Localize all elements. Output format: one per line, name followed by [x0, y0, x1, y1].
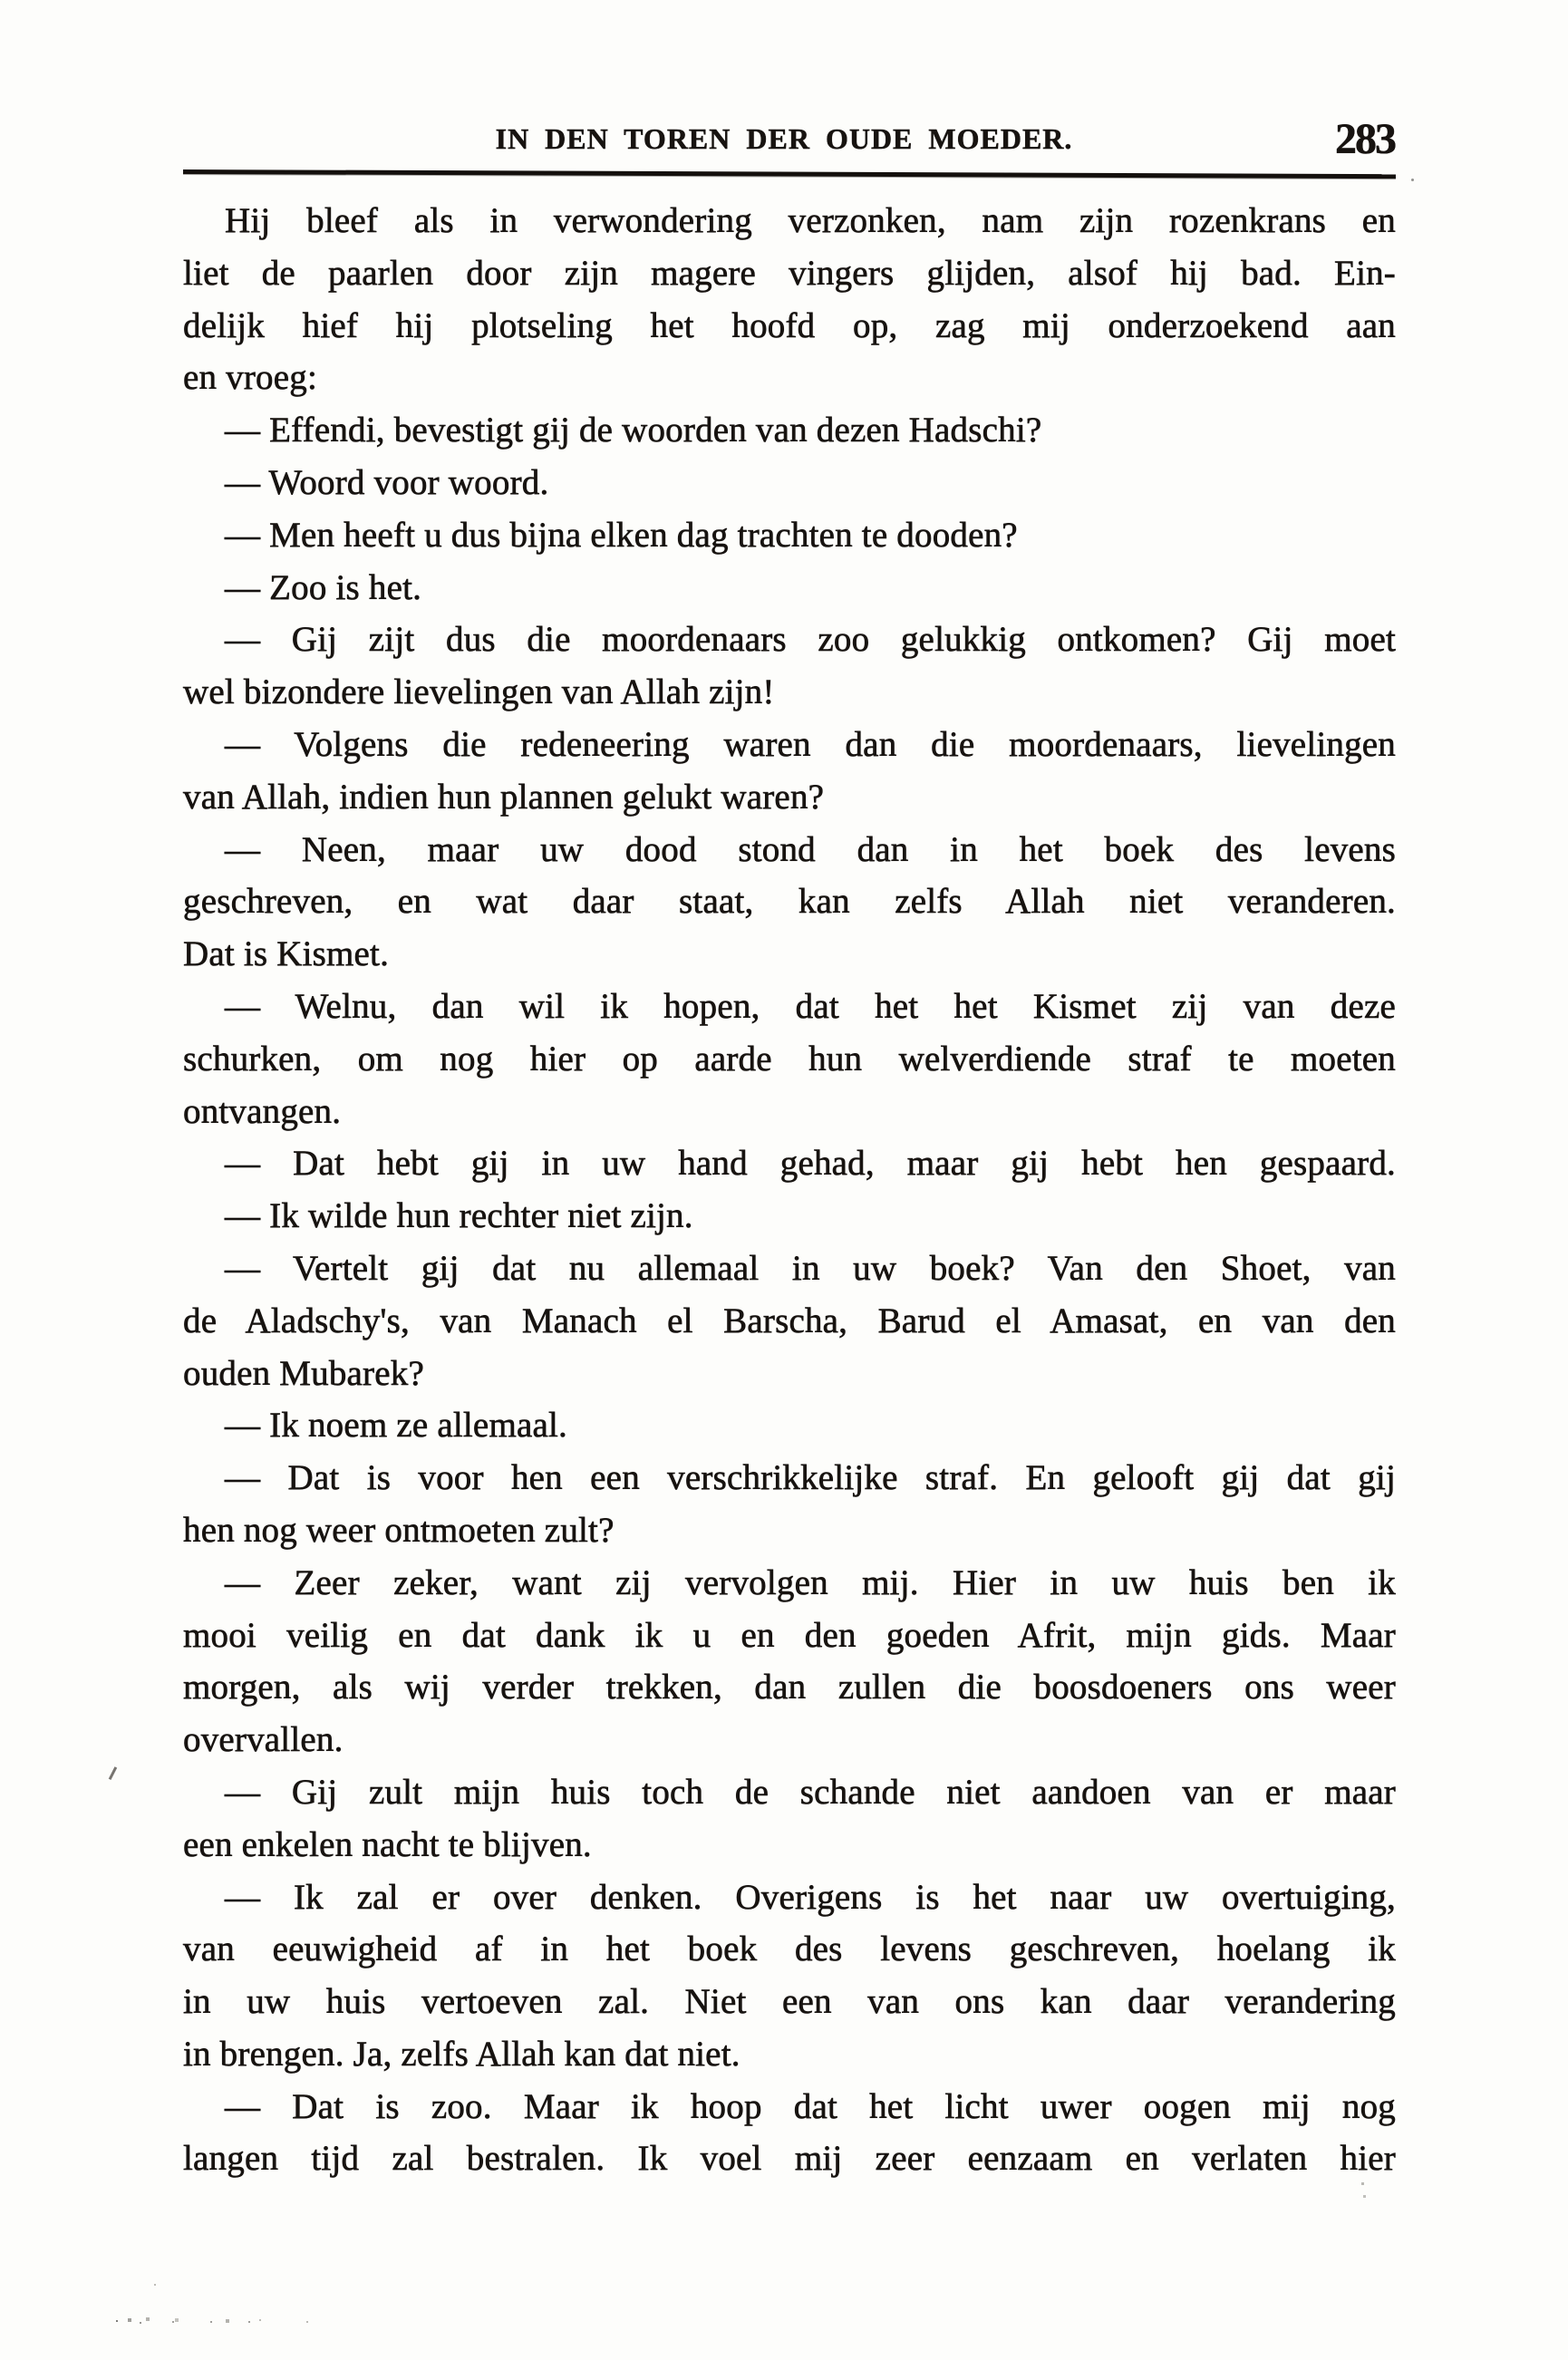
paragraph	[183, 195, 1396, 404]
text-line: — Ik zal er over denken. Overigens is het naar uw overtuiging,	[225, 1877, 1396, 1917]
text-line: — Dat is voor hen een verschrikkelijke straf. En gelooft gij dat gij	[225, 1458, 1396, 1498]
text-line: de Aladschy's, van Manach el Barscha, Barud el Amasat, en van den	[183, 1301, 1396, 1340]
text-line: mooi veilig en dat dank ik u en den goeden Afrit, mijn gids. Maar	[183, 1615, 1396, 1655]
text-line: — Woord voor woord.	[225, 462, 549, 502]
text-line: Hij bleef als in verwondering verzonken, nam zijn rozenkrans en	[225, 201, 1396, 240]
text-line: — Men heeft u dus bijna elken dag trachten te dooden?	[225, 515, 1018, 555]
text-line: — Vertelt gij dat nu allemaal in uw boek? Van den Shoet, van	[225, 1248, 1396, 1288]
scan-artifact	[109, 1766, 117, 1780]
text-line: in uw huis vertoeven zal. Niet een van ons kan daar verandering	[183, 1982, 1396, 2022]
text-line: — Effendi, bevestigt gij de woorden van dezen Hadschi?	[225, 411, 1042, 450]
paragraph	[183, 1190, 1396, 1243]
paragraph	[183, 719, 1396, 824]
text-line: ontvangen.	[183, 1091, 342, 1131]
text-line: morgen, als wij verder trekken, dan zullen die boosdoeners ons weer	[183, 1668, 1396, 1707]
scan-artifact	[116, 2320, 118, 2322]
text-line: wel bizondere lievelingen van Allah zijn!	[183, 672, 775, 712]
running-header-title: IN DEN TOREN DER OUDE MOEDER.	[495, 122, 1073, 155]
text-line: in brengen. Ja, zelfs Allah kan dat niet.	[183, 2034, 740, 2074]
paragraph	[183, 824, 1396, 981]
text-line: geschreven, en wat daar staat, kan zelfs Allah niet veranderen.	[183, 882, 1396, 922]
text-line: — Zoo is het.	[225, 567, 422, 607]
text-line: — Zeer zeker, want zij vervolgen mij. Hier in uw huis ben ik	[225, 1562, 1396, 1602]
paragraph	[183, 457, 1396, 509]
text-line: delijk hief hij plotseling het hoofd op, zag mij onderzoekend aan	[183, 305, 1396, 345]
text-line: — Welnu, dan wil ik hopen, dat het het Kismet zij van deze	[225, 986, 1396, 1026]
text-line: hen nog weer ontmoeten zult?	[183, 1510, 615, 1550]
header-rule	[183, 169, 1396, 179]
text-line: — Gij zijt dus die moordenaars zoo gelukkig ontkomen? Gij moet	[225, 620, 1396, 660]
text-line: van eeuwigheid af in het boek des levens geschreven, hoelang ik	[183, 1930, 1396, 1969]
paragraph	[183, 404, 1396, 457]
text-line: — Ik noem ze allemaal.	[225, 1406, 567, 1446]
paragraph	[183, 1243, 1396, 1399]
text-line: — Ik wilde hun rechter niet zijn.	[225, 1196, 693, 1236]
paragraph	[183, 1399, 1396, 1452]
paragraph	[183, 1452, 1396, 1557]
text-line: liet de paarlen door zijn magere vingers glijden, alsof hij bad. Ein-	[183, 253, 1396, 293]
text-line: — Volgens die redeneering waren dan die moordenaars, lievelingen	[225, 724, 1396, 764]
page-number: 283	[1335, 115, 1395, 163]
text-line: — Dat hebt gij in uw hand gehad, maar gij hebt hen gespaard.	[225, 1144, 1396, 1184]
paragraph	[183, 509, 1396, 562]
paragraph	[183, 614, 1396, 719]
text-line: langen tijd zal bestralen. Ik voel mij zeer eenzaam en verlaten hier	[183, 2139, 1396, 2179]
paragraph	[183, 562, 1396, 614]
scan-artifact	[1411, 179, 1414, 181]
paragraph	[183, 981, 1396, 1137]
text-line: Dat is Kismet.	[183, 934, 390, 974]
paragraph	[183, 2081, 1396, 2186]
paragraph	[183, 1872, 1396, 2081]
text-line: — Neen, maar uw dood stond dan in het boek des levens	[225, 829, 1396, 869]
paragraph	[183, 1137, 1396, 1190]
text-line: van Allah, indien hun plannen gelukt waren?	[183, 777, 825, 817]
scan-artifact	[1361, 2182, 1364, 2185]
text-line: schurken, om nog hier op aarde hun welverdiende straf te moeten	[183, 1039, 1396, 1078]
text-line: een enkelen nacht te blijven.	[183, 1824, 592, 1864]
text-line: overvallen.	[183, 1720, 344, 1760]
text-line: — Dat is zoo. Maar ik hoop dat het licht uwer oogen mij nog	[225, 2086, 1396, 2126]
paragraph	[183, 1766, 1396, 1872]
text-line: en vroeg:	[183, 358, 317, 398]
text-line: — Gij zult mijn huis toch de schande niet aandoen van er maar	[225, 1772, 1396, 1812]
page-body	[183, 195, 1396, 2185]
text-line: ouden Mubarek?	[183, 1353, 424, 1393]
paragraph	[183, 1557, 1396, 1766]
